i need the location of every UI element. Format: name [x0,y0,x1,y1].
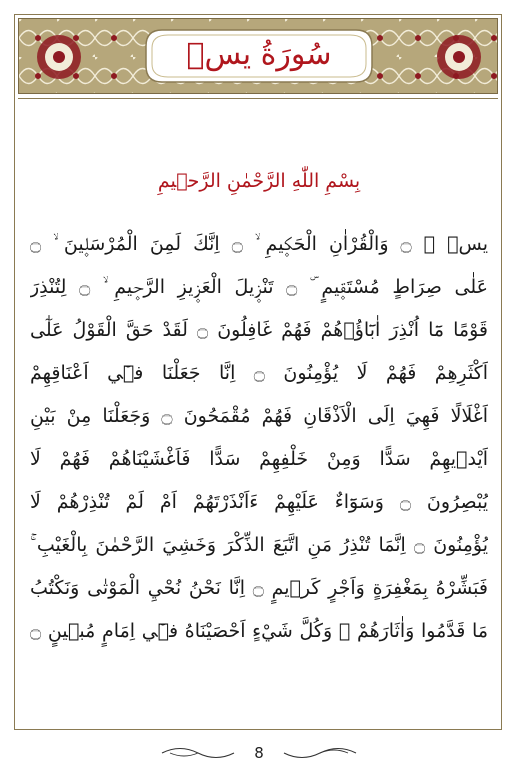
verse-line: عَلٰى صِرَاطٍ مُسْتَق۪يمٍ ۜ ۝ تَنْز۪يلَ الْعَز۪يزِ الرَّح۪يمِ ۙ ۝ لِتُنْذِرَ [30,276,488,298]
verse-line: مَا قَدَّمُوا وَاٰثَارَهُمْ ۜ وَكُلَّ شَيْءٍ اَحْصَيْنَاهُ ف۪ٓي اِمَامٍ مُب۪ينٍ ۝ [30,620,488,642]
header-divider [18,98,498,99]
verse-line: فَبَشِّرْهُ بِمَغْفِرَةٍ وَاَجْرٍ كَر۪يمٍ ۝ اِنَّا نَحْنُ نُحْيِ الْمَوْتٰى وَنَكْتُبُ [30,577,488,599]
left-rosette-icon [37,35,81,79]
verse-line: اَغْلَالًا فَهِيَ اِلَى الْاَذْقَانِ فَهُمْ مُقْمَحُونَ ۝ وَجَعَلْنَا مِنْ بَيْنِ [30,405,488,427]
right-flourish-icon [280,746,358,760]
right-rosette-icon [437,35,481,79]
basmala: بِسْمِ اللّٰهِ الرَّحْمٰنِ الرَّح۪يمِ [157,170,361,192]
verse-line: قَوْمًا مَٓا اُنْذِرَ اٰبَٓاؤُ۬هُمْ فَهُمْ غَافِلُونَ ۝ لَقَدْ حَقَّ الْقَوْلُ عَلٰٓى [30,319,488,341]
page-footer [160,738,358,768]
left-flourish-icon [160,746,238,760]
verse-line: يُبْصِرُونَ ۝ وَسَوَٓاءٌ عَلَيْهِمْ ءَاَنْذَرْتَهُمْ اَمْ لَمْ تُنْذِرْهُمْ لَا [30,491,488,513]
page-number: 8 [254,744,264,762]
verse-line: يُؤْمِنُونَ ۝ اِنَّمَا تُنْذِرُ مَنِ اتَّبَعَ الذِّكْرَ وَخَشِيَ الرَّحْمٰنَ بِالْغَيْبِ ۚ [30,534,488,556]
verse-line: يسۤ ۚ ۝ وَالْقُرْاٰنِ الْحَك۪يمِ ۙ ۝ اِنَّكَ لَمِنَ الْمُرْسَل۪ينَ ۙ ۝ [30,233,488,255]
surah-title: سُورَةُ يسۤ [186,37,332,72]
verse-line: اَيْد۪يهِمْ سَدًّا وَمِنْ خَلْفِهِمْ سَدًّا فَاَغْشَيْنَاهُمْ فَهُمْ لَا [30,448,488,470]
verse-line: اَكْثَرِهِمْ فَهُمْ لَا يُؤْمِنُونَ ۝ اِنَّا جَعَلْنَا ف۪ٓي اَعْنَاقِهِمْ [30,362,488,384]
